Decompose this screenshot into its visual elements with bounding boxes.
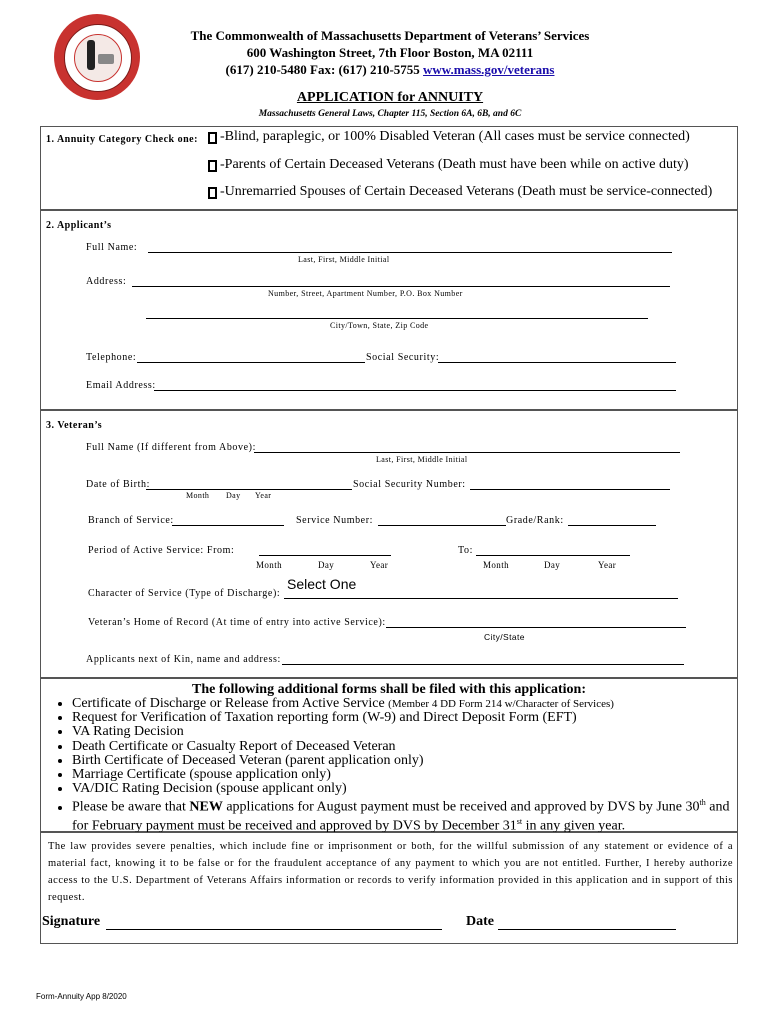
service-number-label: Service Number:	[296, 515, 374, 526]
applicant-email-label: Email Address:	[86, 380, 156, 391]
applicant-full-name-field[interactable]	[148, 252, 672, 253]
next-of-kin-label: Applicants next of Kin, name and address:	[86, 654, 281, 665]
form-version: Form-Annuity App 8/2020	[36, 992, 127, 1001]
applicant-address-hint: Number, Street, Apartment Number, P.O. Box Number	[268, 289, 463, 298]
veteran-dob-field[interactable]	[146, 489, 352, 490]
additional-forms-list	[40, 697, 742, 834]
agency-contact	[150, 62, 630, 78]
category-blind-checkbox[interactable]	[208, 132, 217, 144]
list-item: • VA Rating Decision	[72, 725, 742, 739]
discharge-select[interactable]	[284, 598, 678, 599]
discharge-label: Character of Service (Type of Discharge):	[88, 588, 281, 599]
section1-heading: 1. Annuity Category Check one:	[46, 134, 198, 145]
period-from-field[interactable]	[259, 555, 391, 556]
dob-year-hint: Year	[255, 491, 272, 500]
branch-of-service-label: Branch of Service:	[88, 515, 174, 526]
agency-name: The Commonwealth of Massachusetts Department of Veterans’ Services	[190, 28, 590, 43]
period-to-field[interactable]	[476, 555, 630, 556]
applicant-city-hint: City/Town, State, Zip Code	[330, 321, 429, 330]
section3-heading: 3. Veteran’s	[46, 420, 103, 431]
home-of-record-field[interactable]	[386, 627, 686, 628]
veteran-ssn-field[interactable]	[470, 489, 670, 490]
phone-fax: (617) 210-5480 Fax: (617) 210-5755	[225, 62, 424, 77]
form-subtitle: Massachusetts General Laws, Chapter 115, Section 6A, 6B, and 6C	[258, 109, 522, 119]
section2-heading: 2. Applicant’s	[46, 220, 112, 231]
applicant-email-field[interactable]	[154, 390, 676, 391]
list-item: • Request for Verification of Taxation reporting form (W-9) and Direct Deposit Form (EFT)	[72, 711, 742, 725]
to-year-hint: Year	[598, 560, 617, 570]
list-item: • Death Certificate or Casualty Report of Deceased Veteran	[72, 740, 742, 754]
website-link[interactable]: www.mass.gov/veterans	[423, 62, 555, 77]
signature-field[interactable]	[106, 929, 442, 930]
category-spouses-checkbox[interactable]	[208, 187, 217, 199]
signature-label: Signature	[42, 914, 101, 929]
penalty-statement: The law provides severe penalties, which include fine or imprisonment or both, for the willful submission of any statement or evidence of a material fact, knowing it to be false or for the fraudulent acceptance of any payment to which you are not entitled. Further, I hereby authorize access to the U.S. Department of Veterans Affairs information or records to verify information provided in this application and in support of this request.	[48, 841, 733, 903]
agency-address: 600 Washington Street, 7th Floor Boston, MA 02111	[246, 45, 534, 60]
category-parents-checkbox[interactable]	[208, 160, 217, 172]
city-state-hint: City/State	[484, 632, 525, 642]
grade-rank-label: Grade/Rank:	[506, 515, 564, 526]
applicant-name-hint: Last, First, Middle Initial	[298, 255, 390, 264]
category-blind-label: -Blind, paraplegic, or 100% Disabled Veteran (All cases must be service connected)	[220, 129, 690, 144]
dob-month-hint: Month	[186, 491, 210, 500]
from-year-hint: Year	[370, 560, 389, 570]
applicant-address-field[interactable]	[132, 286, 670, 287]
veteran-name-hint: Last, First, Middle Initial	[376, 455, 468, 464]
list-item: • Certificate of Discharge or Release from Active Service (Member 4 DD Form 214 w/Character of Services)	[72, 697, 742, 711]
form-title: APPLICATION for ANNUITY	[296, 90, 484, 105]
branch-of-service-field[interactable]	[172, 525, 284, 526]
category-spouses-label: -Unremarried Spouses of Certain Deceased Veterans (Death must be service-connected)	[220, 184, 713, 199]
service-number-field[interactable]	[378, 525, 506, 526]
applicant-telephone-field[interactable]	[137, 362, 365, 363]
state-map-shape	[98, 54, 114, 64]
date-label: Date	[466, 914, 494, 929]
dob-day-hint: Day	[226, 491, 241, 500]
home-of-record-label: Veteran’s Home of Record (At time of entry into active Service):	[88, 617, 386, 628]
applicant-ssn-label: Social Security:	[366, 352, 440, 363]
veteran-full-name-field[interactable]	[254, 452, 680, 453]
applicant-city-field[interactable]	[146, 318, 648, 319]
to-day-hint: Day	[544, 560, 561, 570]
date-field[interactable]	[498, 929, 676, 930]
from-day-hint: Day	[318, 560, 335, 570]
list-item: • Marriage Certificate (spouse application only)	[72, 768, 742, 782]
additional-forms-title: The following additional forms shall be filed with this application:	[192, 682, 586, 697]
applicant-ssn-field[interactable]	[438, 362, 676, 363]
category-parents-label: -Parents of Certain Deceased Veterans (Death must have been while on active duty)	[220, 157, 689, 172]
list-item: • Birth Certificate of Deceased Veteran (parent application only)	[72, 754, 742, 768]
veteran-ssn-label: Social Security Number:	[353, 479, 466, 490]
applicant-address-label: Address:	[86, 276, 127, 287]
next-of-kin-field[interactable]	[282, 664, 684, 665]
deadline-notice: • Please be aware that NEW applications for August payment must be received and approved by DVS by June 30th and for February payment must be received and approved by DVS by December 31st in any given year.	[72, 796, 742, 834]
discharge-select-value[interactable]: Select One	[287, 576, 357, 592]
minuteman-figure	[87, 40, 95, 70]
from-month-hint: Month	[256, 560, 283, 570]
period-to-label: To:	[458, 545, 473, 556]
dvs-seal-logo	[54, 14, 140, 100]
applicant-telephone-label: Telephone:	[86, 352, 137, 363]
to-month-hint: Month	[483, 560, 510, 570]
applicant-full-name-label: Full Name:	[86, 242, 138, 253]
veteran-dob-label: Date of Birth:	[86, 479, 150, 490]
grade-rank-field[interactable]	[568, 525, 656, 526]
list-item: • VA/DIC Rating Decision (spouse applicant only)	[72, 782, 742, 796]
period-active-service-label: Period of Active Service: From:	[88, 545, 235, 556]
veteran-full-name-label: Full Name (If different from Above):	[86, 442, 256, 453]
